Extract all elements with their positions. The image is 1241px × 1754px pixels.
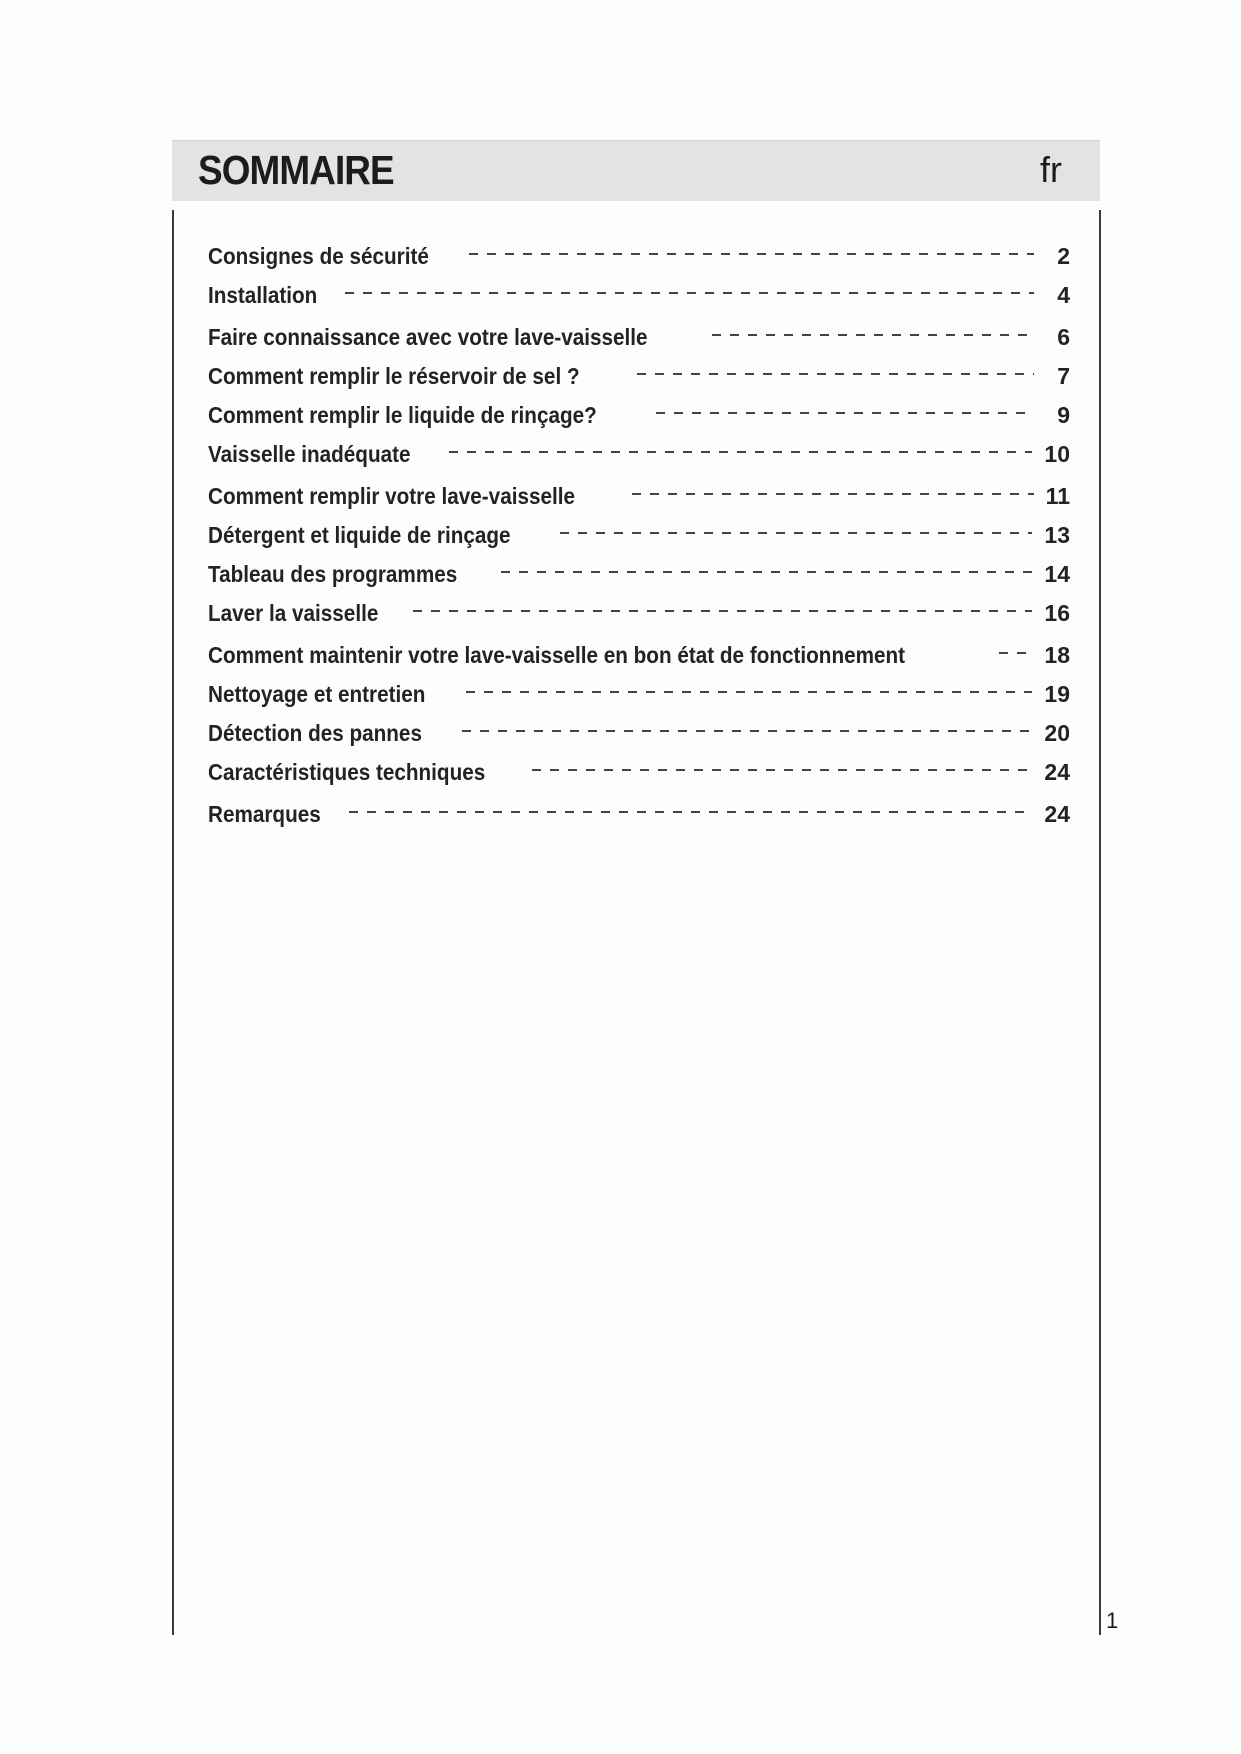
toc-entry-title: Consignes de sécurité [208,243,429,269]
toc-entry-page: 4 [1057,282,1070,308]
page-number: 1 [1106,1608,1119,1633]
toc-dot-leader [532,769,1032,771]
toc-entry-unsuitable-dishes[interactable] [208,438,1070,468]
header-bar [172,140,1100,201]
left-border-rule [172,210,174,1635]
toc-entry-loading[interactable] [208,480,1070,510]
toc-dot-leader [462,730,1033,732]
toc-entry-page: 9 [1057,402,1070,428]
toc-entry-installation[interactable] [208,279,1070,309]
toc-entry-title: Tableau des programmes [208,561,458,587]
toc-entry-title: Comment maintenir votre lave-vaisselle en bon état de fonctionnement [208,642,906,668]
toc-dot-leader [466,691,1033,693]
toc-entry-title: Détection des pannes [208,720,422,746]
toc-entry-page: 7 [1057,363,1070,389]
toc-entry-page: 11 [1045,483,1070,509]
toc-dot-leader [469,253,1034,255]
toc-entry-title: Laver la vaisselle [208,600,379,626]
toc-entry-page: 18 [1044,642,1070,668]
toc-dot-leader [999,652,1033,654]
toc-dot-leader [349,811,1032,813]
toc-entry-page: 19 [1044,681,1070,707]
toc-entry-title: Comment remplir le réservoir de sel ? [208,363,580,389]
toc-entry-safety[interactable] [208,240,1070,270]
toc-entry-page: 20 [1044,720,1070,746]
toc-entry-rinse-aid[interactable] [208,399,1070,429]
toc-entry-troubleshooting[interactable] [208,717,1070,747]
toc-entry-title: Caractéristiques techniques [208,759,486,785]
right-border-rule [1099,210,1101,1635]
toc-entry-page: 16 [1044,600,1070,626]
toc-entry-overview[interactable] [208,321,1070,351]
toc-dot-leader [637,373,1034,375]
toc-entry-title: Vaisselle inadéquate [208,441,411,467]
toc-dot-leader [413,610,1032,612]
toc-entry-detergent[interactable] [208,519,1070,549]
page-title: SOMMAIRE [198,147,394,193]
toc-entry-programs[interactable] [208,558,1070,588]
toc-entry-page: 24 [1044,759,1070,785]
toc-entry-cleaning[interactable] [208,678,1070,708]
toc-entry-title: Remarques [208,801,321,827]
toc-dot-leader [345,292,1034,294]
toc-entry-page: 13 [1044,522,1070,548]
toc-entry-page: 10 [1044,441,1070,467]
toc-entry-maintenance[interactable] [208,639,1070,669]
toc-dot-leader [449,451,1032,453]
toc-entry-page: 14 [1044,561,1070,587]
toc-dot-leader [560,532,1032,534]
toc-entry-title: Détergent et liquide de rinçage [208,522,511,548]
toc-entry-page: 2 [1057,243,1070,269]
toc-dot-leader [712,334,1034,336]
toc-entry-title: Nettoyage et entretien [208,681,426,707]
toc-dot-leader [632,493,1034,495]
toc-entry-title: Comment remplir votre lave-vaisselle [208,483,576,509]
toc-entry-title: Faire connaissance avec votre lave-vaisselle [208,324,648,350]
toc-entry-title: Comment remplir le liquide de rinçage? [208,402,597,428]
toc-entry-washing[interactable] [208,597,1070,627]
toc-entry-title: Installation [208,282,318,308]
toc-dot-leader [501,571,1032,573]
language-code: fr [1040,149,1062,190]
toc-dot-leader [656,412,1034,414]
toc-entry-page: 24 [1044,801,1070,827]
toc-entry-notes[interactable] [208,798,1070,828]
toc-entry-page: 6 [1057,324,1070,350]
toc-entry-salt[interactable] [208,360,1070,390]
toc-entry-specifications[interactable] [208,756,1070,786]
